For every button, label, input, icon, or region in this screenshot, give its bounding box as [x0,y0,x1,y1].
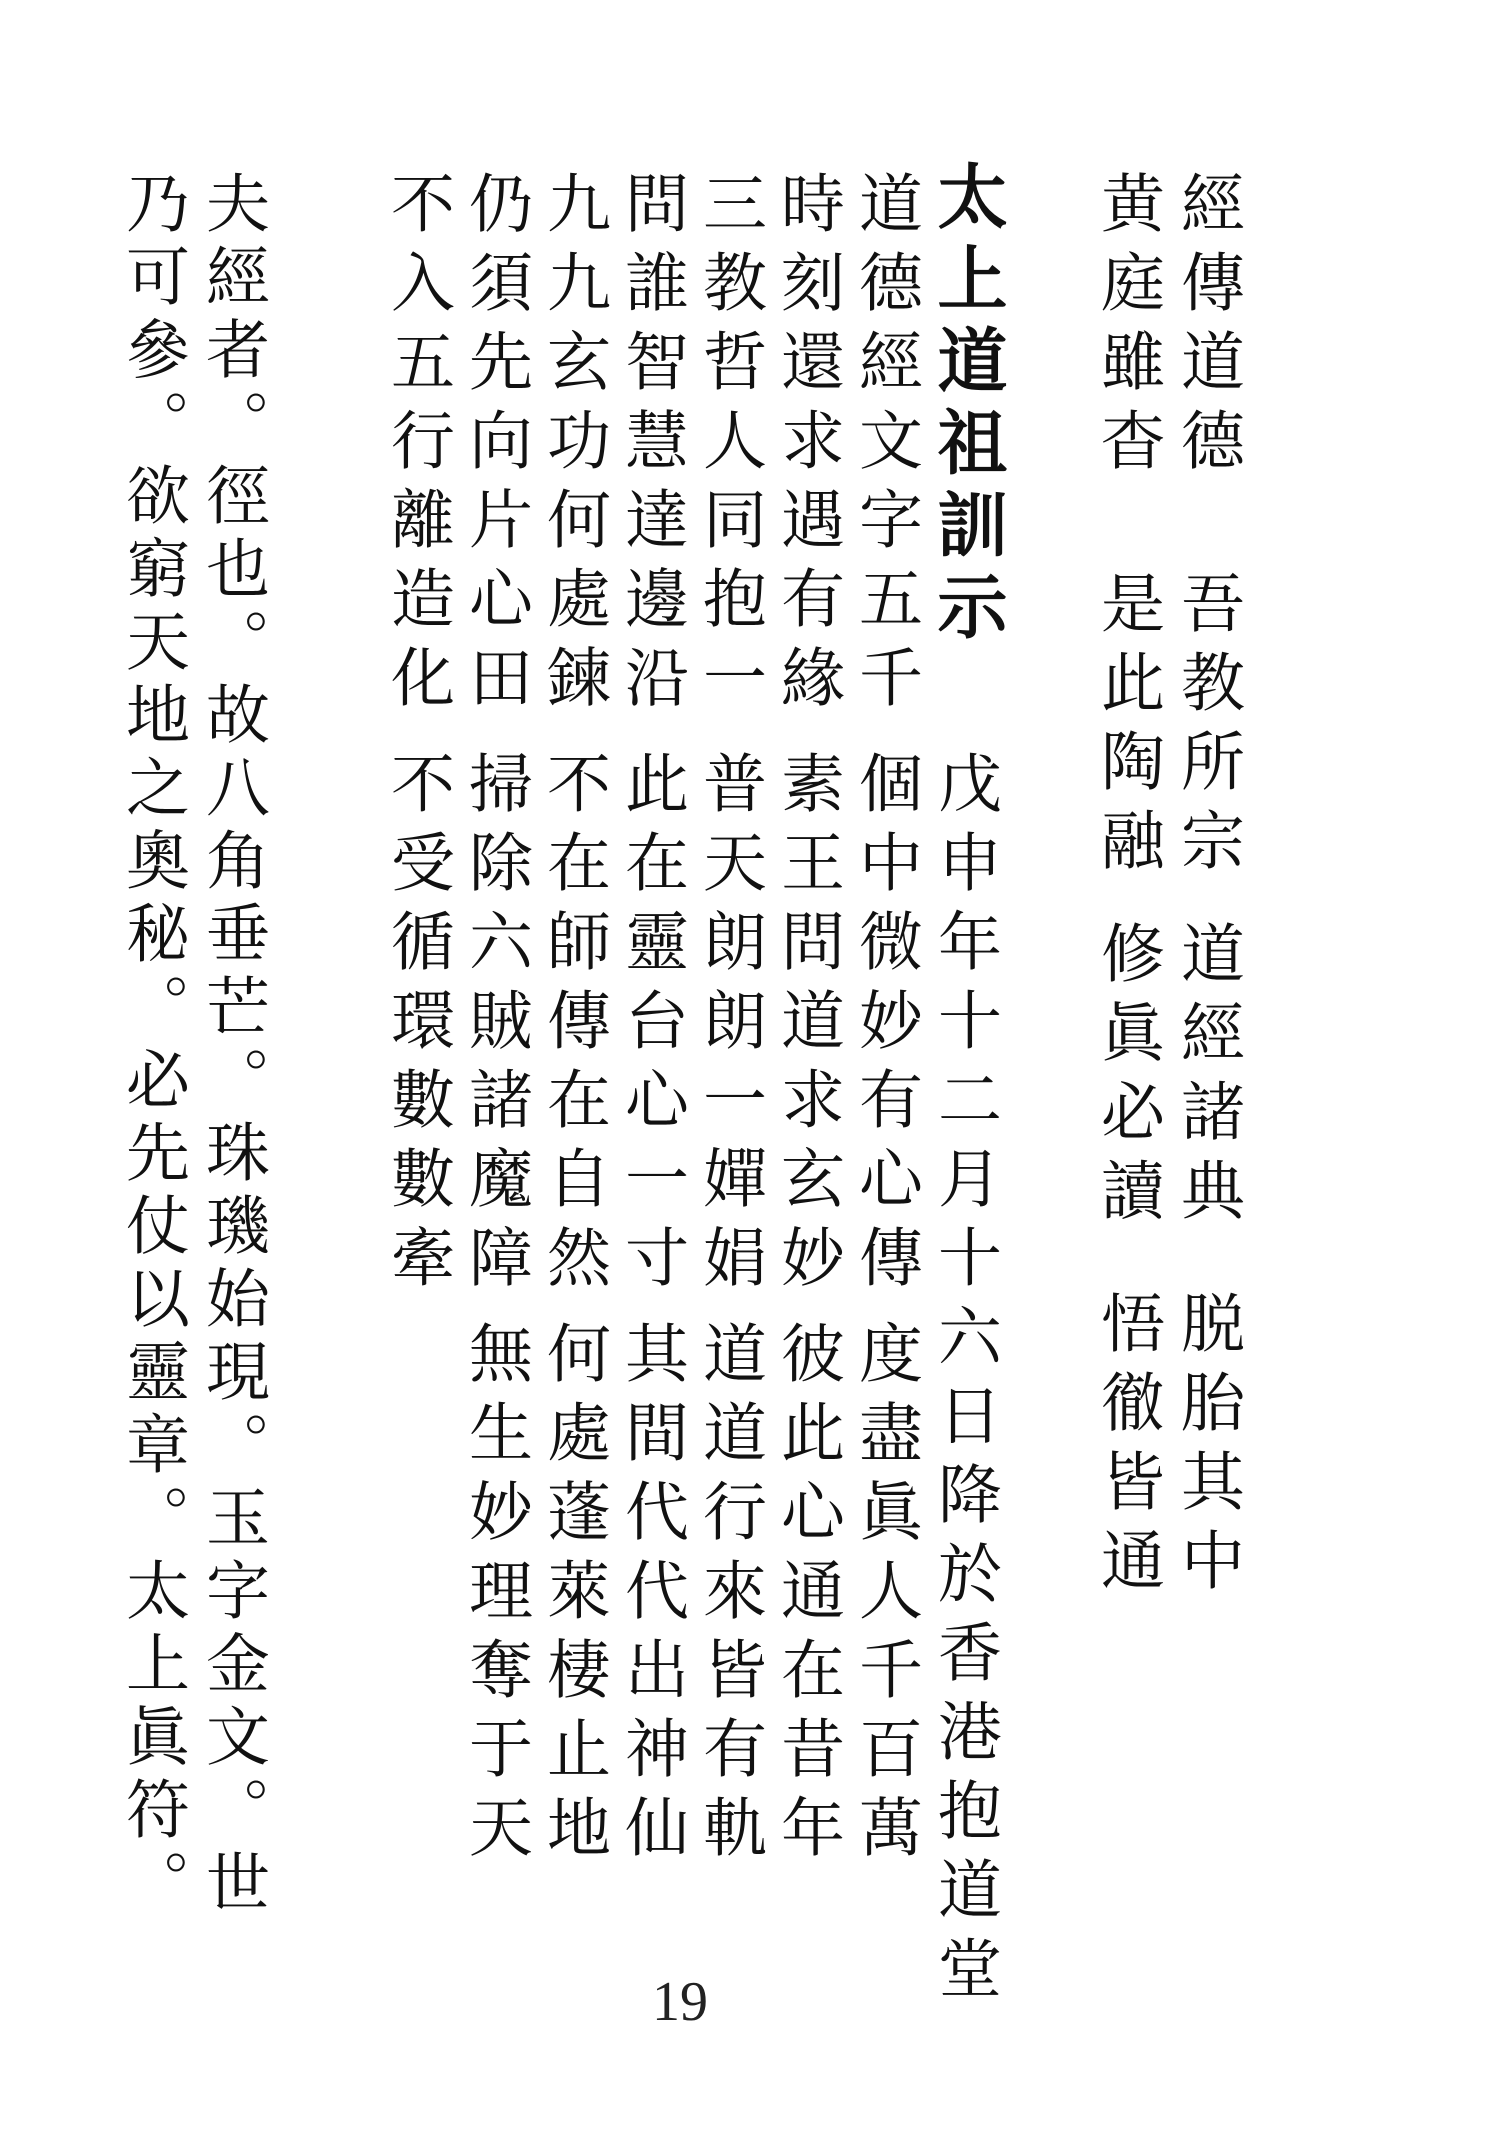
lower-verse-3a: 普天朗朗一嬋娟 [692,750,766,1303]
upper-verse-3: 三教哲人同抱一 [692,170,766,723]
lower-verse-7a: 不受循環數數牽 [380,750,454,1303]
upper-verse-2: 時刻還求遇有緣 [770,170,844,723]
upper-verse-4: 問誰智慧達邊沿 [614,170,688,723]
lower-verse-5b: 何處蓬萊棲止地 [536,1320,610,1873]
verse-right-col-1-c: 道經諸典 [1170,920,1244,1236]
verse-right-col-1-b: 吾教所宗 [1170,570,1244,886]
page-number: 19 [652,1971,708,2033]
verse-right-col-2-b: 是此陶融 [1090,570,1164,886]
lower-verse-4a: 此在靈台心一寸 [614,750,688,1303]
lower-verse-1a: 個中微妙有心傳 [848,750,922,1303]
lower-verse-3b: 道道行來皆有軌 [692,1320,766,1873]
lower-verse-2a: 素王問道求玄妙 [770,750,844,1303]
verse-right-col-1-top: 經傳道德 [1170,170,1244,486]
title: 太上道祖訓示 [926,160,1008,652]
date-line: 戊申年十二月十六日降於香港抱道堂 [927,750,1001,2014]
lower-verse-4b: 其間代代出神仙 [614,1320,688,1873]
lower-verse-2b: 彼此心通在昔年 [770,1320,844,1873]
lower-verse-5a: 不在師傳在自然 [536,750,610,1303]
verse-right-col-2-top: 黄庭雖杳 [1090,170,1164,486]
lower-verse-6a: 掃除六賊諸魔障 [458,750,532,1303]
upper-verse-6: 仍須先向片心田 [458,170,532,723]
verse-right-col-2-d: 悟徹皆通 [1090,1290,1164,1606]
prose-line-1: 夫經者。徑也。故八角垂芒。珠璣始現。玉字金文。世 [195,170,269,1922]
verse-right-col-1-d: 脱胎其中 [1170,1290,1244,1606]
verse-right-col-2-c: 修眞必讀 [1090,920,1164,1236]
prose-line-2: 乃可參。欲窮天地之奧秘。必先仗以靈章。太上眞符。 [115,170,189,1922]
upper-verse-7: 不入五行離造化 [380,170,454,723]
lower-verse-6b: 無生妙理奪于天 [458,1320,532,1873]
upper-verse-5: 九九玄功何處鍊 [536,170,610,723]
upper-verse-1: 道德經文字五千 [848,170,922,723]
lower-verse-1b: 度盡眞人千百萬 [848,1320,922,1873]
